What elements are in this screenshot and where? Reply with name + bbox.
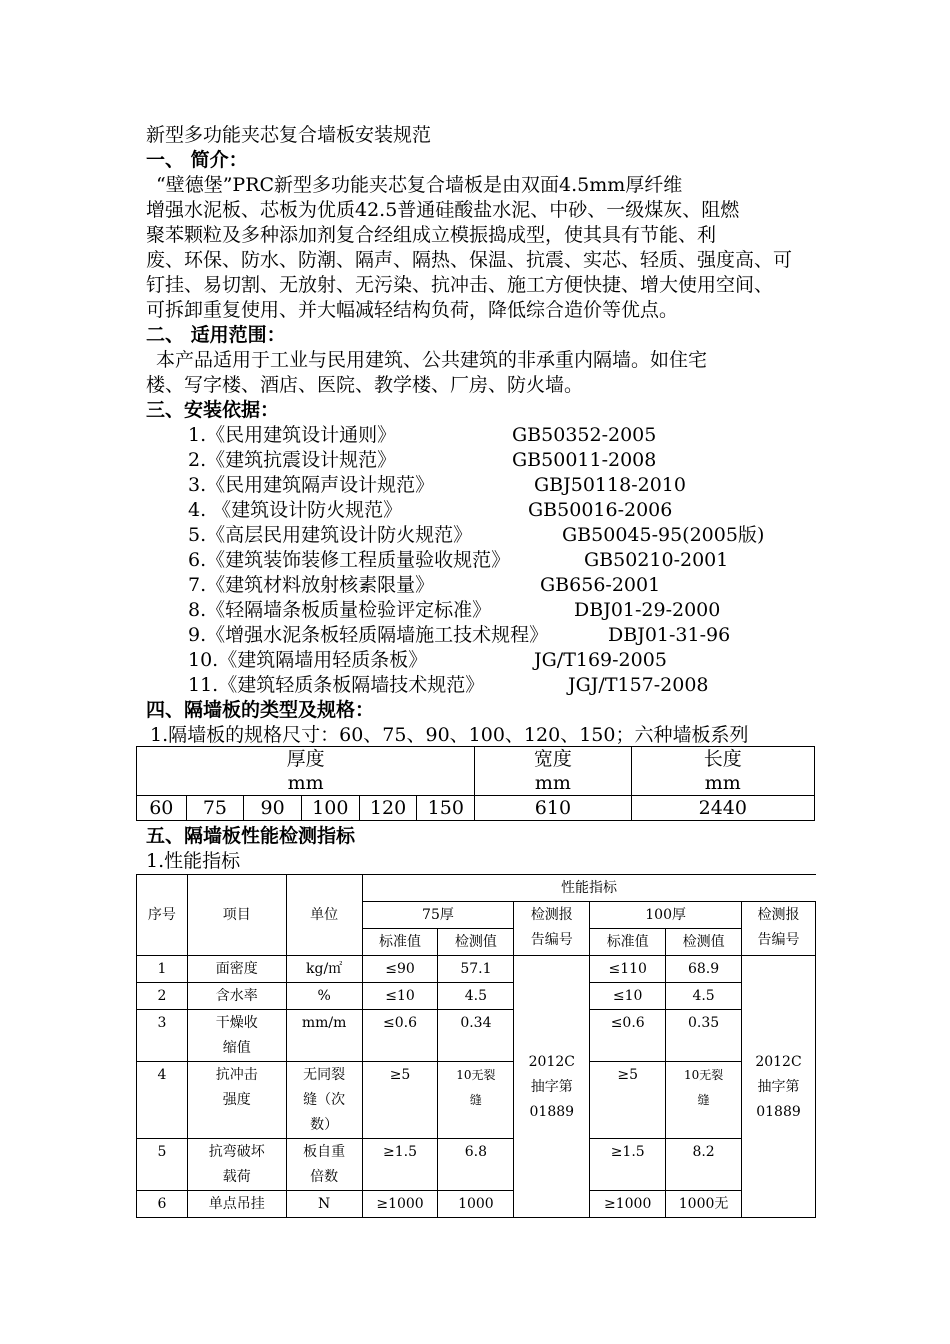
cell-std-75: ≤90: [362, 956, 438, 983]
reference-code: GBJ50118-2010: [534, 474, 686, 496]
reference-code: GB50352-2005: [512, 424, 657, 446]
header-std-100: 标准值: [590, 929, 666, 956]
length-header: [631, 747, 814, 796]
thickness-cell: 75: [186, 796, 244, 821]
cell-unit: mm/m: [286, 1010, 362, 1062]
header-unit: 单位: [286, 875, 362, 956]
paragraph-line: 增强水泥板、芯板为优质42.5普通硅酸盐水泥、中砂、一级煤灰、阻燃: [146, 199, 740, 221]
header-unit: mm: [287, 772, 324, 794]
cell-report-75: [514, 956, 590, 1218]
cell-std-75: ≥5: [362, 1062, 438, 1139]
table-row: [137, 956, 816, 983]
document-title: 新型多功能夹芯复合墙板安装规范: [146, 124, 432, 146]
header-std-75: 标准值: [362, 929, 438, 956]
cell-unit: [286, 1062, 362, 1139]
cell-meas-100: 8.2: [666, 1139, 742, 1191]
cell-item-text: 抗弯破坏载荷: [208, 1144, 265, 1185]
report-number: 2012C抽字第01889: [755, 1053, 802, 1120]
table-row: [137, 1191, 816, 1218]
table-row: [137, 983, 816, 1010]
reference-code: DBJ01-29-2000: [574, 599, 721, 621]
cell-unit: N: [286, 1191, 362, 1218]
cell-std-75: ≥1000: [362, 1191, 438, 1218]
header-meas-75: 检测值: [438, 929, 514, 956]
cell-item: 单点吊挂: [187, 1191, 286, 1218]
paragraph-line: 1.性能指标: [146, 850, 241, 872]
header-report-label: 检测报告编号: [757, 907, 800, 948]
cell-report-100: [742, 956, 816, 1218]
cell-meas-75: 0.34: [438, 1010, 514, 1062]
reference-name: 8.《轻隔墙条板质量检验评定标准》: [188, 599, 492, 621]
paragraph-line: 可拆卸重复使用、并大幅减轻结构负荷，降低综合造价等优点。: [146, 299, 679, 321]
reference-code: GB50011-2008: [512, 449, 657, 471]
reference-code: GB50045-95(2005版): [562, 524, 765, 546]
cell-meas-75: 4.5: [438, 983, 514, 1010]
reference-name: 5.《高层民用建筑设计防火规范》: [188, 524, 473, 546]
thickness-cell: 150: [417, 796, 475, 821]
cell-seq: 1: [137, 956, 188, 983]
section-4-heading: 四、隔墙板的类型及规格：: [146, 699, 375, 721]
cell-std-100: ≤0.6: [590, 1010, 666, 1062]
paragraph-line: “壁德堡”PRC新型多功能夹芯复合墙板是由双面4.5mm厚纤维: [156, 174, 683, 196]
header-meas-100: 检测值: [666, 929, 742, 956]
cell-unit: %: [286, 983, 362, 1010]
reference-code: JGJ/T157-2008: [568, 674, 709, 696]
thickness-cell: 90: [244, 796, 302, 821]
header-report-75: [514, 902, 590, 956]
cell-item: 面密度: [187, 956, 286, 983]
cell-std-75: ≤10: [362, 983, 438, 1010]
reference-code: GB50016-2006: [528, 499, 673, 521]
header-label: 宽度: [533, 748, 572, 770]
header-performance: 性能指标: [362, 875, 815, 902]
reference-name: 7.《建筑材料放射核素限量》: [188, 574, 435, 596]
cell-item: [187, 1062, 286, 1139]
table-row: [137, 1010, 816, 1062]
header-label: 厚度: [286, 748, 325, 770]
reference-name: 9.《增强水泥条板轻质隔墙施工技术规程》: [188, 624, 549, 646]
cell-std-100: ≥5: [590, 1062, 666, 1139]
reference-code: DBJ01-31-96: [608, 624, 731, 646]
paragraph-line: 钉挂、易切割、无放射、无污染、抗冲击、施工方便快捷、增大使用空间、: [146, 274, 774, 296]
cell-std-100: ≥1000: [590, 1191, 666, 1218]
table-row: [137, 796, 815, 821]
report-number: 2012C抽字第01889: [528, 1053, 575, 1120]
header-unit: mm: [534, 772, 571, 794]
cell-unit: [286, 1139, 362, 1191]
reference-name: 11.《建筑轻质条板隔墙技术规范》: [188, 674, 485, 696]
cell-item: 含水率: [187, 983, 286, 1010]
section-1-heading: 一、 简介：: [146, 149, 248, 171]
reference-name: 4. 《建筑设计防火规范》: [188, 499, 403, 521]
cell-item: [187, 1139, 286, 1191]
cell-meas-text: 10无裂缝: [456, 1068, 496, 1107]
cell-seq: 3: [137, 1010, 188, 1062]
cell-std-75: ≥1.5: [362, 1139, 438, 1191]
reference-code: JG/T169-2005: [534, 649, 667, 671]
thickness-cell: 120: [359, 796, 417, 821]
cell-meas-100: 68.9: [666, 956, 742, 983]
thickness-cell: 100: [301, 796, 359, 821]
header-100: 100厚: [590, 902, 742, 929]
cell-std-75: ≤0.6: [362, 1010, 438, 1062]
header-item: 项目: [187, 875, 286, 956]
cell-meas-75: 1000: [438, 1191, 514, 1218]
cell-item-text: 干燥收缩值: [215, 1015, 258, 1056]
cell-meas-100: 4.5: [666, 983, 742, 1010]
width-header: [475, 747, 631, 796]
performance-table: [136, 874, 816, 1218]
cell-seq: 6: [137, 1191, 188, 1218]
cell-meas-100: [666, 1062, 742, 1139]
cell-std-100: ≤10: [590, 983, 666, 1010]
header-label: 长度: [703, 748, 742, 770]
cell-meas-75: 6.8: [438, 1139, 514, 1191]
cell-meas-100: 1000无: [666, 1191, 742, 1218]
paragraph-line: 废、环保、防水、防潮、隔声、隔热、保温、抗震、实芯、轻质、强度高、可: [146, 249, 793, 271]
thickness-cell: 60: [137, 796, 187, 821]
cell-seq: 2: [137, 983, 188, 1010]
header-unit: mm: [704, 772, 741, 794]
cell-meas-100: 0.35: [666, 1010, 742, 1062]
reference-name: 1.《民用建筑设计通则》: [188, 424, 397, 446]
paragraph-line: 楼、写字楼、酒店、医院、教学楼、厂房、防火墙。: [146, 374, 584, 396]
cell-meas-75: [438, 1062, 514, 1139]
header-75: 75厚: [362, 902, 514, 929]
table-row: [137, 1139, 816, 1191]
table-row: [137, 1062, 816, 1139]
spec-table: [136, 746, 815, 821]
reference-name: 3.《民用建筑隔声设计规范》: [188, 474, 435, 496]
cell-seq: 4: [137, 1062, 188, 1139]
cell-std-100: ≤110: [590, 956, 666, 983]
paragraph-line: 1.隔墙板的规格尺寸：60、75、90、100、120、150；六种墙板系列: [150, 724, 749, 746]
cell-seq: 5: [137, 1139, 188, 1191]
cell-unit: kg/㎡: [286, 956, 362, 983]
reference-name: 6.《建筑装饰装修工程质量验收规范》: [188, 549, 511, 571]
cell-unit-text: 板自重倍数: [303, 1144, 346, 1185]
thickness-header: [137, 747, 475, 796]
cell-meas-75: 57.1: [438, 956, 514, 983]
cell-item-text: 抗冲击强度: [215, 1067, 258, 1108]
cell-unit-text: 无同裂缝（次数）: [303, 1067, 346, 1133]
cell-std-100: ≥1.5: [590, 1139, 666, 1191]
cell-meas-text: 10无裂缝: [683, 1068, 724, 1107]
section-3-heading: 三、安装依据：: [146, 399, 280, 421]
header-report-label: 检测报告编号: [530, 907, 573, 948]
reference-name: 2.《建筑抗震设计规范》: [188, 449, 397, 471]
width-cell: 610: [475, 796, 631, 821]
length-cell: 2440: [631, 796, 814, 821]
reference-name: 10.《建筑隔墙用轻质条板》: [188, 649, 428, 671]
paragraph-line: 本产品适用于工业与民用建筑、公共建筑的非承重内隔墙。如住宅: [156, 349, 708, 371]
reference-code: GB50210-2001: [584, 549, 729, 571]
header-seq: 序号: [137, 875, 188, 956]
reference-code: GB656-2001: [540, 574, 661, 596]
section-5-heading: 五、隔墙板性能检测指标: [146, 825, 356, 847]
header-report-100: [742, 902, 816, 956]
section-2-heading: 二、 适用范围：: [146, 324, 286, 346]
cell-item: [187, 1010, 286, 1062]
paragraph-line: 聚苯颗粒及多种添加剂复合经组成立模振捣成型，使其具有节能、利: [146, 224, 717, 246]
